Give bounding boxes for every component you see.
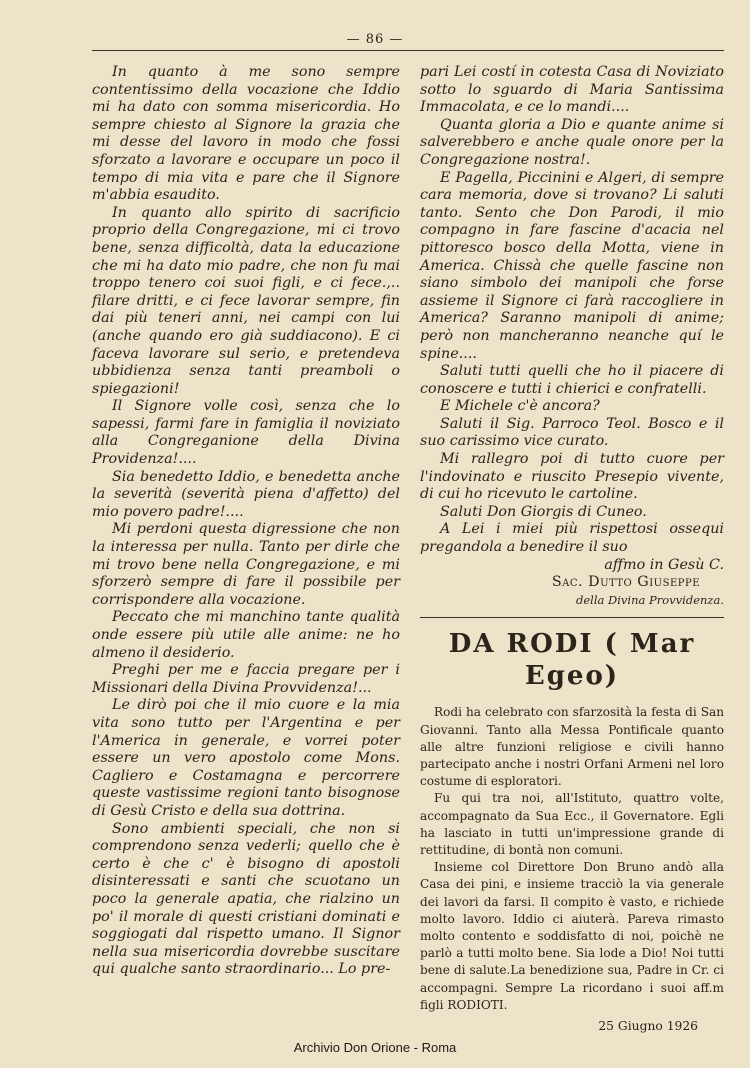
article-title: DA RODI ( Mar Egeo): [448, 629, 696, 692]
paragraph: Quanta gloria a Dio e quante anime si salverebbero e anche quale onore per la Congregazione nostra!.: [420, 116, 724, 168]
paragraph: In quanto à me sono sempre contentissimo della vocazione che Iddio mi ha dato con somma misericordia. Ho sempre chiesto al Signore la grazia che mi desse del lavoro in modo che fossi sforzato a lavorare e occupare un poco il tempo di mia vita e pare che il Signore m'abbia esaudito.: [92, 64, 400, 204]
right-column: [420, 64, 724, 1035]
header-rule: [92, 50, 724, 51]
paragraph: Mi perdoni questa digressione che non la interessa per nulla. Tanto per dirle che mi trovo bene nella Congregazione, e mi sforzerò sempre di fare il possibile per corrispondere alla vocazione.: [92, 521, 400, 608]
paragraph: A Lei i miei più rispettosi ossequi pregandola a benedire il suo: [420, 521, 724, 556]
page-number: — 86 —: [346, 32, 404, 47]
paragraph: pari Lei costí in cotesta Casa di Noviziato sotto lo sguardo di Maria Santissima Immacolata, e ce lo mandi....: [420, 64, 724, 116]
paragraph: Peccato che mi manchino tante qualità onde essere più utile alle anime: ne ho almeno il desiderio.: [92, 609, 400, 661]
paragraph: In quanto allo spirito di sacrificio proprio della Congregazione, mi ci trovo bene, senza difficoltà, data la educazione che mi ha dato mio padre, che non fu mai troppo tenero coi suoi figli, e ci fece.,.. filare dritti, e ci fece lavorar sempre, fin dai più teneri anni, nei campi con lui (anche quando ero già suddiacono). E ci faceva lavorare sul serio, e pretendeva ubbidienza senza tanti preamboli o spiegazioni!: [92, 204, 400, 397]
paragraph: Saluti Don Giorgis di Cuneo.: [440, 503, 647, 520]
paragraph: Insieme col Direttore Don Bruno andò alla Casa dei pini, e insieme tracciò la via generale dei lavori da farsi. Il compito è vasto, e richiede molto lavoro. Iddio ci aiuterà. Pareva rimasto molto contento e soddisfatto di noi, poichè ne parlò a tutti molto bene. Sia lode a Dio! Noi tutti bene di salute.La benedizione sua, Padre in Cr. ci accompagni. Sempre La ricordano i suoi aff.m figli RODIOTI.: [420, 860, 724, 1012]
paragraph: Saluti il Sig. Parroco Teol. Bosco e il suo carissimo vice curato.: [420, 415, 724, 450]
paragraph: Rodi ha celebrato con sfarzosità la festa di San Giovanni. Tanto alla Messa Pontificale quanto alle altre funzioni religiose e civili hanno partecipato anche i nostri Orfani Armeni nel loro costume di esploratori.: [420, 705, 724, 789]
article-body: [420, 704, 724, 1035]
left-column: [92, 64, 400, 979]
archive-footer: Archivio Don Orione - Roma: [293, 1040, 457, 1055]
section-divider: [420, 617, 724, 618]
paragraph: Le dirò poi che il mio cuore e la mia vita sono tutto per l'Argentina e per l'America in generale, e vorrei poter essere un vero apostolo come Mons. Cagliero e Costamagna e percorrere queste vastissime regioni tanto bisognose di Gesù Cristo e della sua dottrina.: [92, 697, 400, 819]
paragraph: E Pagella, Piccinini e Algeri, di sempre cara memoria, dove si trovano? Li saluti tanto. Sento che Don Parodi, il mio compagno in fare fascine d'acacia nel pittoresco bosco della Motta, viene in America. Chissà che quelle fascine non siano simbolo dei manipoli che forse assieme il Signore ci farà raccogliere in America? Saranno manipoli di anime; però non mancheranno neanche quí le spine....: [420, 169, 724, 362]
paragraph: Fu qui tra noi, all'Istituto, quattro volte, accompagnato da Sua Ecc., il Governatore. Egli ha lasciato in tutti un'impressione grande di rettitudine, di bontà non comuni.: [420, 791, 724, 858]
signature-institution: della Divina Provvidenza.: [575, 592, 724, 607]
paragraph: Mi rallegro poi di tutto cuore per l'indovinato e riuscito Presepio vivente, di cui ho ricevuto le cartoline.: [420, 451, 724, 503]
signature-name: Sac. Dutto Giuseppe: [551, 574, 700, 591]
paragraph: Il Signore volle così, senza che lo sapessi, farmi fare in famiglia il noviziato alla Congreganione della Divina Providenza!....: [92, 398, 400, 468]
paragraph: Saluti tutti quelli che ho il piacere di conoscere e tutti i chierici e confratelli.: [420, 363, 724, 397]
paragraph: Sono ambienti speciali, che non si comprendono senza vederli; quello che è certo è che c' è bisogno di apostoli disinteressati e santi che scuotano un poco la generale apatia, che rialzino un po' il morale di questi cristiani dominati e soggiogati dal rispetto umano. Il Signor nella sua misericordia dovrebbe suscitare qui qualche santo straordinario... Lo pre-: [92, 820, 400, 978]
paragraph: E Michele c'è ancora?: [440, 398, 600, 415]
paragraph: Sia benedetto Iddio, e benedetta anche la severità (severità piena d'affetto) del mio povero padre!....: [92, 468, 400, 520]
article-date: 25 Giugno 1926: [598, 1019, 698, 1034]
paragraph: Preghi per me e faccia pregare per i Missionari della Divina Provvidenza!...: [92, 662, 400, 696]
signature-closing: affmo in Gesù C.: [604, 556, 724, 573]
